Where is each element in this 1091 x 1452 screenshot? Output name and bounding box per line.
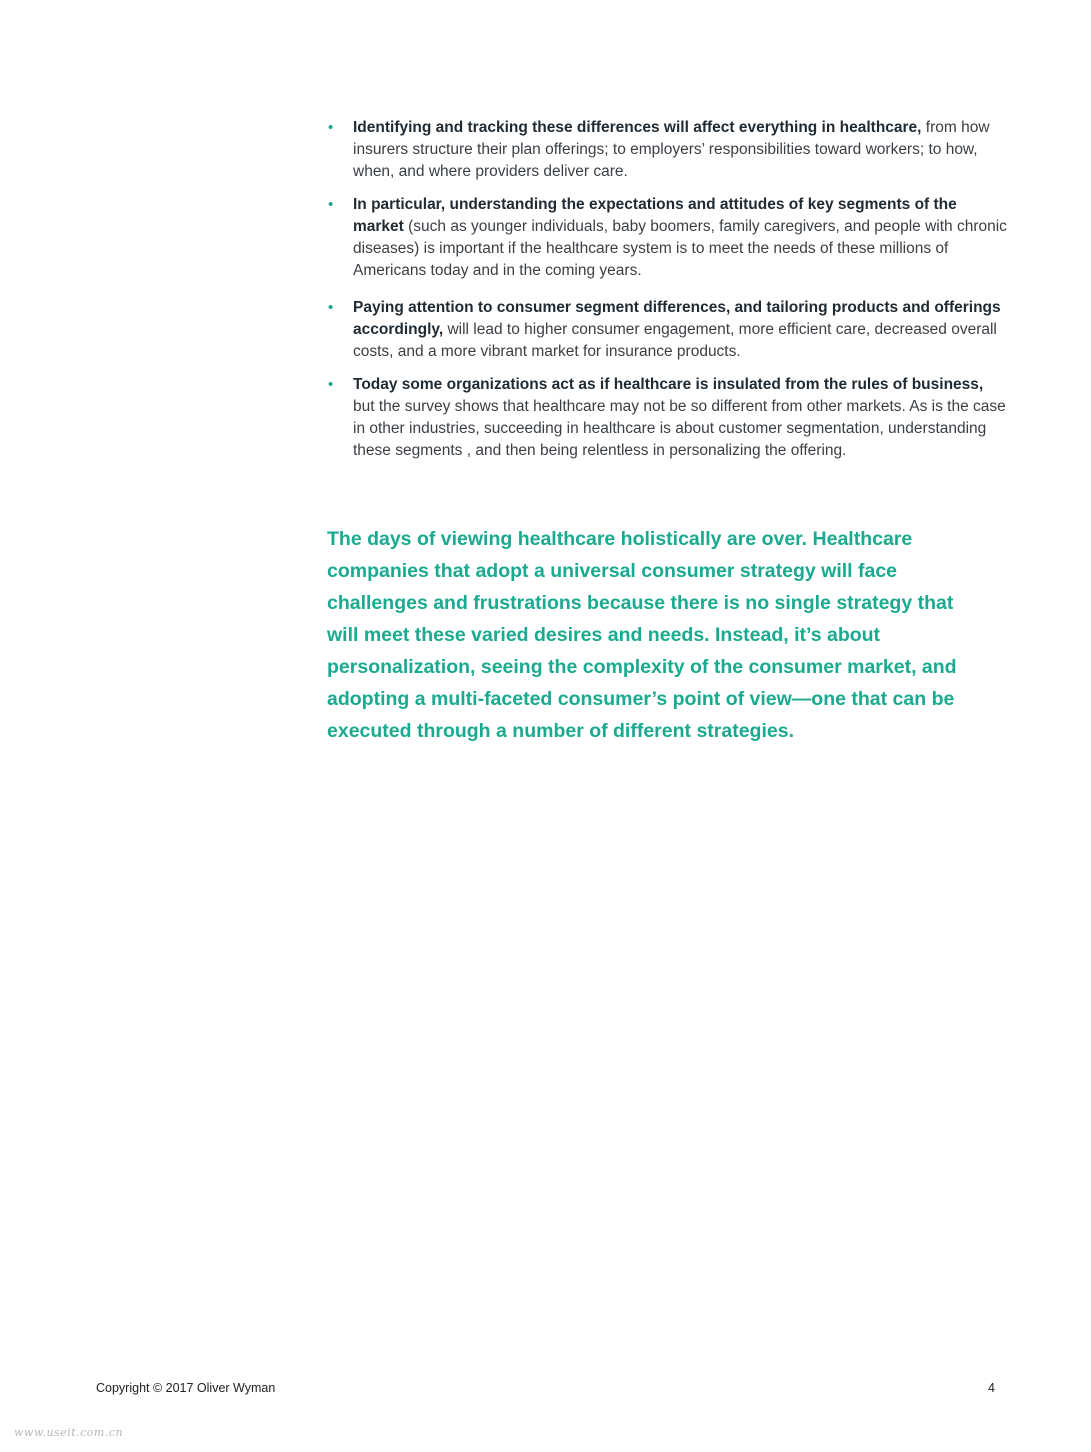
bullet-icon: • xyxy=(328,196,334,213)
list-item xyxy=(327,117,1007,183)
bullet-body-text: will lead to higher consumer engagement, more efficient care, decreased overall costs, and a more vibrant market for insurance products. xyxy=(353,321,997,360)
list-item xyxy=(327,297,1007,363)
pull-quote: The days of viewing healthcare holistically are over. Healthcare companies that adopt a universal consumer strategy will face challenges and frustrations because there is no single strategy that will meet these varied desires and needs. Instead, it’s about personalization, seeing the complexity of the consumer market, and adopting a multi-faceted consumer’s point of view—one that can be executed through a number of different strategies. xyxy=(327,528,957,742)
key-findings-list xyxy=(327,117,1007,473)
list-item xyxy=(327,194,1007,282)
bullet-icon: • xyxy=(328,299,334,316)
bullet-body-text: but the survey shows that healthcare may not be so different from other markets. As is the case in other industries, succeeding in healthcare is about customer segmentation, understanding these segments , and then being relentless in personalizing the offering. xyxy=(353,398,1006,459)
list-item xyxy=(327,374,1007,462)
page-number: 4 xyxy=(988,1381,995,1395)
footer-copyright: Copyright © 2017 Oliver Wyman xyxy=(96,1381,276,1395)
bullet-icon: • xyxy=(328,376,334,393)
bullet-body-text: (such as younger individuals, baby boomers, family caregivers, and people with chronic diseases) is important if the healthcare system is to meet the needs of these millions of Americans today and in the coming years. xyxy=(353,218,1007,279)
bullet-lead-text: In particular, understanding the expectations and attitudes of key segments of the market xyxy=(353,196,957,235)
bullet-lead-text: Paying attention to consumer segment differences, and tailoring products and offerings accordingly, xyxy=(353,299,1001,338)
watermark: www.useit.com.cn xyxy=(14,1426,124,1439)
bullet-lead-text: Identifying and tracking these differences will affect everything in healthcare, xyxy=(353,119,922,136)
bullet-lead-text: Today some organizations act as if healthcare is insulated from the rules of business, xyxy=(353,376,984,393)
bullet-body-text: from how insurers structure their plan offerings; to employers’ responsibilities toward workers; to how, when, and where providers deliver care. xyxy=(353,119,990,180)
bullet-icon: • xyxy=(328,119,334,136)
